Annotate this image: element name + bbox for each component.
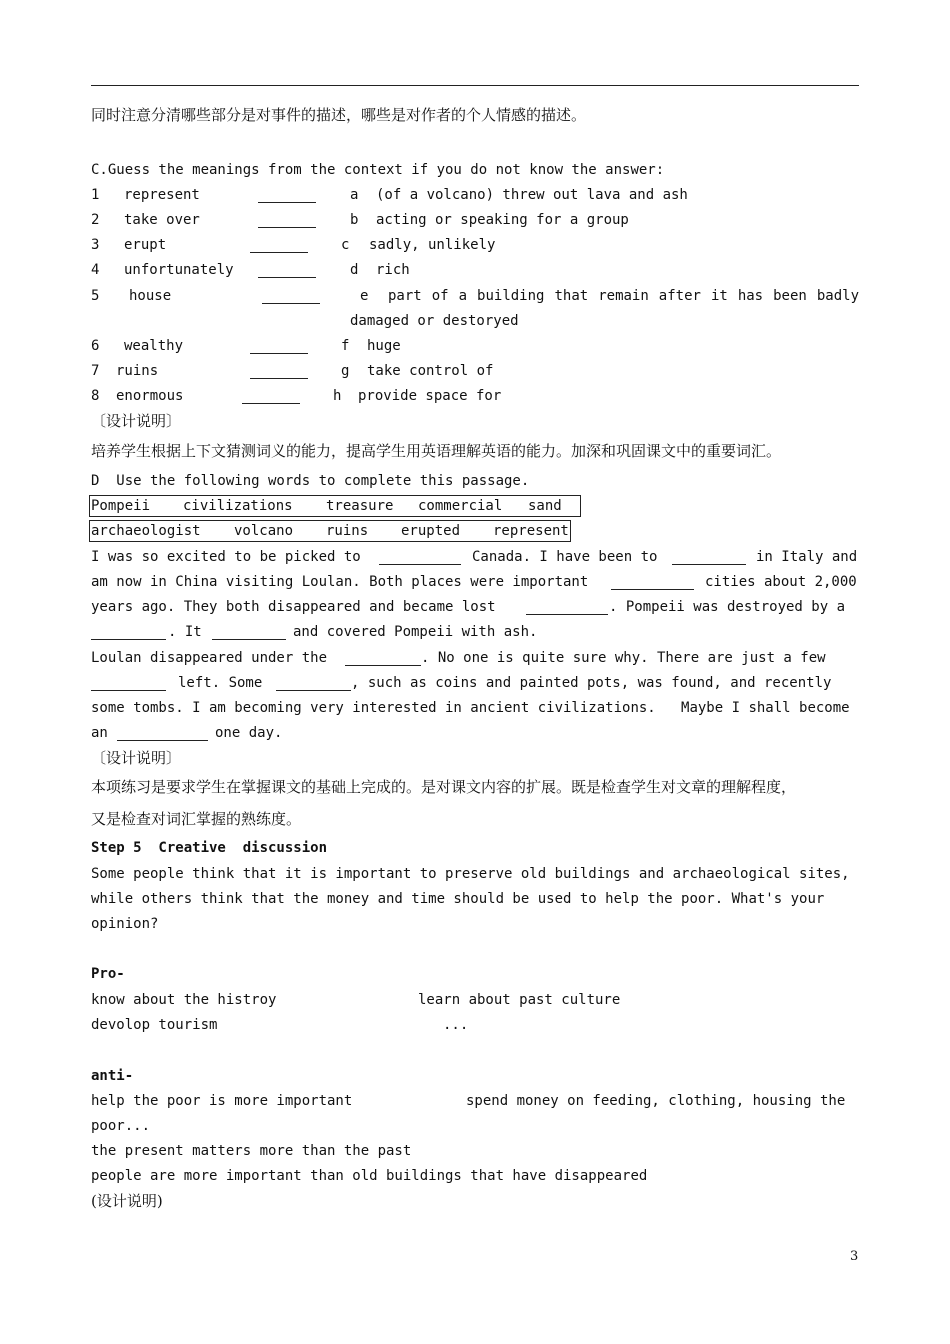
pro-point: know about the histroy: [91, 992, 277, 1008]
passage-blank[interactable]: [672, 550, 746, 565]
page-number: 3: [850, 1249, 859, 1264]
passage-blank[interactable]: [379, 550, 461, 565]
passage-blank[interactable]: [345, 651, 421, 666]
answer-blank[interactable]: [262, 289, 320, 304]
word-box-item: erupted: [401, 523, 461, 539]
passage-blank[interactable]: [117, 726, 208, 741]
discussion-question: Some people think that it is important to preserve old buildings and archaeological sites,: [91, 866, 850, 882]
word-box-item: Pompeii: [91, 498, 151, 514]
pro-point: learn about past culture: [418, 992, 621, 1008]
anti-point: spend money on feeding, clothing, housing the: [466, 1093, 846, 1109]
design-note-label: 〔设计说明〕: [91, 749, 182, 767]
pro-label: Pro-: [91, 966, 125, 982]
discussion-question: opinion?: [91, 916, 159, 932]
word-box-item: ruins: [326, 523, 369, 539]
design-note: 又是检查对词汇掌握的熟练度。: [91, 810, 302, 828]
design-note-label: (设计说明): [91, 1192, 163, 1210]
design-note: 本项练习是要求学生在掌握课文的基础上完成的。是对课文内容的扩展。既是检查学生对文章的理解程度，: [91, 778, 797, 796]
word-box-item: civilizations: [183, 498, 293, 514]
answer-blank[interactable]: [250, 238, 308, 253]
section-c-heading: C.Guess the meanings from the context if you do not know the answer:: [91, 162, 665, 178]
pro-point: ...: [443, 1017, 469, 1033]
word-box-item: sand: [528, 498, 562, 514]
anti-point: poor...: [91, 1118, 151, 1134]
passage-blank[interactable]: [276, 676, 351, 691]
anti-point: the present matters more than the past: [91, 1143, 412, 1159]
anti-label: anti-: [91, 1068, 134, 1084]
discussion-question: while others think that the money and time should be used to help the poor. What's your: [91, 891, 825, 907]
passage-blank[interactable]: [611, 575, 694, 590]
passage-blank[interactable]: [526, 600, 608, 615]
word-box-item: represent: [493, 523, 569, 539]
intro-line: 同时注意分清哪些部分是对事件的描述，哪些是对作者的个人情感的描述。: [91, 106, 587, 124]
section-d-heading: D Use the following words to complete this passage.: [91, 473, 530, 489]
answer-blank[interactable]: [258, 263, 316, 278]
word-box-item: treasure: [326, 498, 394, 514]
anti-point: help the poor is more important: [91, 1093, 353, 1109]
step5-heading: Step 5 Creative discussion: [91, 840, 328, 856]
header-rule: [91, 85, 859, 86]
passage-blank[interactable]: [212, 625, 286, 640]
answer-blank[interactable]: [250, 364, 308, 379]
passage-blank[interactable]: [91, 625, 166, 640]
pro-point: devolop tourism: [91, 1017, 218, 1033]
answer-blank[interactable]: [258, 213, 316, 228]
design-note: 培养学生根据上下文猜测词义的能力，提高学生用英语理解英语的能力。加深和巩固课文中的重要词汇。: [91, 442, 782, 460]
word-box-item: volcano: [234, 523, 294, 539]
word-box-item: archaeologist: [91, 523, 201, 539]
anti-point: people are more important than old buildings that have disappeared: [91, 1168, 648, 1184]
answer-blank[interactable]: [258, 188, 316, 203]
design-note-label: 〔设计说明〕: [91, 412, 182, 430]
answer-blank[interactable]: [250, 339, 308, 354]
passage-blank[interactable]: [91, 676, 166, 691]
list-item-continuation: damaged or destoryed: [350, 313, 519, 329]
answer-blank[interactable]: [242, 389, 300, 404]
word-box-item: commercial: [418, 498, 503, 514]
